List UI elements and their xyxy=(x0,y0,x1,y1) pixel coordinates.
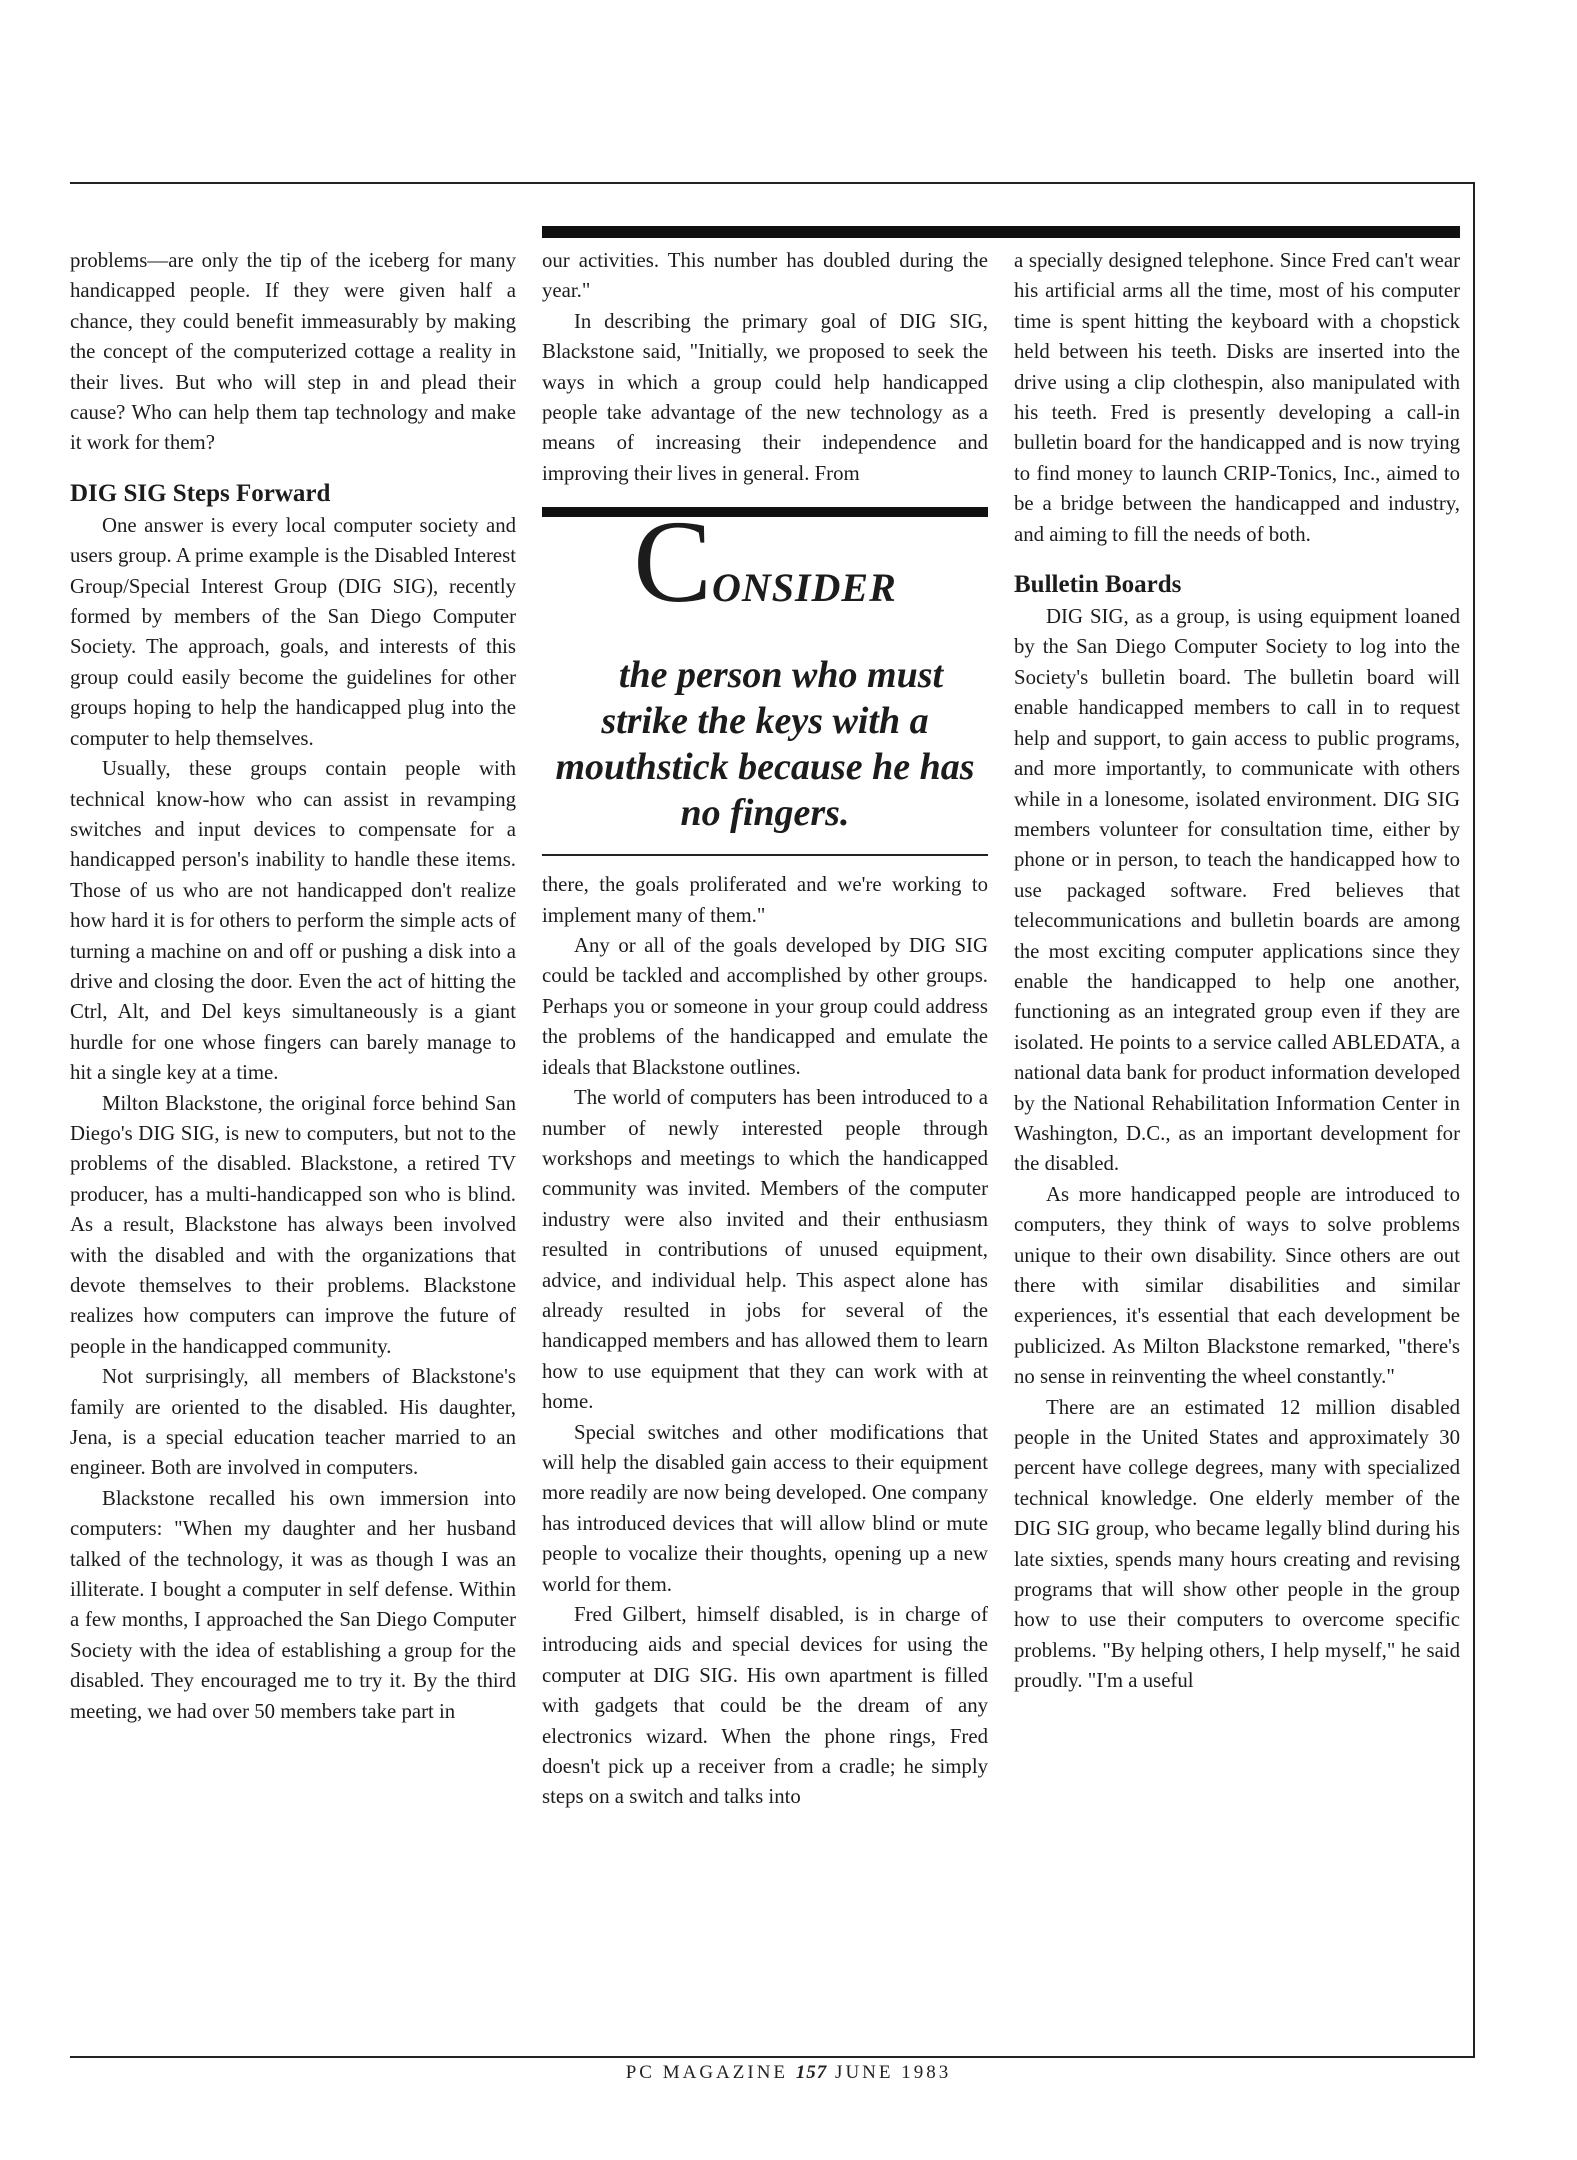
issue-date: JUNE 1983 xyxy=(835,2062,952,2083)
magazine-name: PC MAGAZINE xyxy=(625,2062,789,2083)
paragraph: There are an estimated 12 million disabled people in the United States and approximately 30 percent have college degrees, many with specialized technical knowledge. One elderly member of the DIG SIG group, who became legally blind during his late sixties, spends many hours creating and revising programs that will show other people in the group how to use their computers to overcome specific problems. "By helping others, I help myself," he said proudly. "I'm a useful xyxy=(1014,1395,1460,1693)
paragraph: Fred Gilbert, himself disabled, is in charge of introducing aids and special devices for using the computer at DIG SIG. His own apartment is filled with gadgets that could be the dream of any electronics wizard. When the phone rings, Fred doesn't pick up a receiver from a cradle; he simply steps on a switch and talks into xyxy=(542,1603,988,1809)
pull-quote xyxy=(542,496,988,848)
section-heading: DIG SIG Steps Forward xyxy=(70,479,331,507)
page-footer xyxy=(0,2062,1577,2084)
page-number: 157 xyxy=(795,2062,828,2083)
pull-quote-top-rule xyxy=(542,507,988,517)
paragraph: Special switches and other modifications that will help the disabled gain access to their equipment more readily are now being developed. One company has introduced devices that will allow blind or mute people to vocalize their thoughts, opening up a new world for them. xyxy=(542,1420,988,1596)
paragraph: In describing the primary goal of DIG SIG, Blackstone said, "Initially, we proposed to seek the ways in which a group could help handicapped people take advantage of the new technology as a means of increasing their independence and improving their lives in general. From xyxy=(542,309,988,485)
paragraph: there, the goals proliferated and we're working to implement many of them." xyxy=(542,873,988,927)
paragraph: Not surprisingly, all members of Blackstone's family are oriented to the disabled. His daughter, Jena, is a special education teacher married to an engineer. Both are involved in computers. xyxy=(70,1365,516,1480)
paragraph: a specially designed telephone. Since Fred can't wear his artificial arms all the time, most of his computer time is spent hitting the keyboard with a chopstick held between his teeth. Disks are inserted into the drive using a clip clothespin, also manipulated with his teeth. Fred is presently developing a call-in bulletin board for the handicapped and is now trying to find money to launch CRIP-Tonics, Inc., aimed to be a bridge between the handicapped and industry, and aiming to fill the needs of both. xyxy=(1014,249,1460,546)
paragraph: problems—are only the tip of the iceberg for many handicapped people. If they were given half a chance, they could benefit immeasurably by making the concept of the computerized cottage a reality in their lives. But who will step in and plead their cause? Who can help them tap technology and make it work for them? xyxy=(70,249,516,455)
pull-quote-text: the person who must strike the keys with a mouthstick because he has no fingers. xyxy=(555,654,975,835)
section-heading: Bulletin Boards xyxy=(1014,571,1182,599)
column-3 xyxy=(1014,246,1460,2046)
top-rule xyxy=(542,226,1460,238)
paragraph: our activities. This number has doubled during the year." xyxy=(542,249,988,303)
paragraph: The world of computers has been introduced to a number of newly interested people through workshops and meetings to which the handicapped community was invited. Members of the computer industry were also invited and their enthusiasm resulted in contributions of unused equipment, advice, and individual help. This aspect alone has already resulted in jobs for several of the handicapped members and has allowed them to learn how to use equipment that they can work with at home. xyxy=(542,1086,988,1414)
paragraph: Any or all of the goals developed by DIG SIG could be tackled and accomplished by other groups. Perhaps you or someone in your group could address the problems of the handicapped and emulate the ideals that Blackstone outlines. xyxy=(542,934,988,1079)
paragraph: Milton Blackstone, the original force behind San Diego's DIG SIG, is new to computers, but not to the problems of the disabled. Blackstone, a retired TV producer, has a multi-handicapped son who is blind. As a result, Blackstone has always been involved with the disabled and with the organizations that devote themselves to their problems. Blackstone realizes how computers can improve the future of people in the handicapped community. xyxy=(70,1091,516,1358)
paragraph: DIG SIG, as a group, is using equipment loaned by the San Diego Computer Society to log into the Society's bulletin board. The bulletin board will enable handicapped members to call in to request help and support, to gain access to public programs, and more importantly, to communicate with others while in a lonesome, isolated environment. DIG SIG members volunteer for consultation time, either by phone or in person, to teach the handicapped how to use packaged software. Fred believes that telecommunications and bulletin boards are among the most exciting computer applications since they enable the handicapped to help one another, functioning as an integrated group even if they are isolated. He points to a service called ABLEDATA, a national data bank for product information developed by the National Rehabilitation Information Center in Washington, D.C., as an important development for the disabled. xyxy=(1014,605,1460,1176)
column-2 xyxy=(542,246,988,2046)
drop-cap: C xyxy=(633,496,712,628)
column-1 xyxy=(70,246,516,2046)
paragraph: One answer is every local computer society and users group. A prime example is the Disabled Interest Group/Special Interest Group (DIG SIG), recently formed by members of the San Diego Computer Society. The approach, goals, and interests of this group could easily become the guidelines for other groups hoping to help the handicapped plug into the computer to help themselves. xyxy=(70,513,516,750)
paragraph: Blackstone recalled his own immersion into computers: "When my daughter and her husband talked of the technology, it was as though I was an illiterate. I bought a computer in self defense. Within a few months, I approached the San Diego Computer Society with the idea of establishing a group for the disabled. They encouraged me to try it. By the third meeting, we had over 50 members take part in xyxy=(70,1486,516,1723)
paragraph: Usually, these groups contain people with technical know-how who can assist in revamping switches and input devices to compensate for a handicapped person's inability to handle these items. Those of us who are not handicapped don't realize how hard it is for others to perform the simple acts of turning a machine on and off or pushing a disk into a drive and closing the door. Even the act of hitting the Ctrl, Alt, and Del keys simultaneously is a giant hurdle for one whose fingers can barely manage to hit a single key at a time. xyxy=(70,757,516,1085)
paragraph: As more handicapped people are introduced to computers, they think of ways to solve problems unique to their own disability. Since others are out there with similar disabilities and similar experiences, it's essential that each development be publicized. As Milton Blackstone remarked, "there's no sense in reinventing the wheel constantly." xyxy=(1014,1182,1460,1389)
pull-quote-word: ONSIDER xyxy=(711,565,897,611)
pull-quote-heading xyxy=(542,496,988,640)
pull-quote-bottom-rule xyxy=(542,854,988,856)
